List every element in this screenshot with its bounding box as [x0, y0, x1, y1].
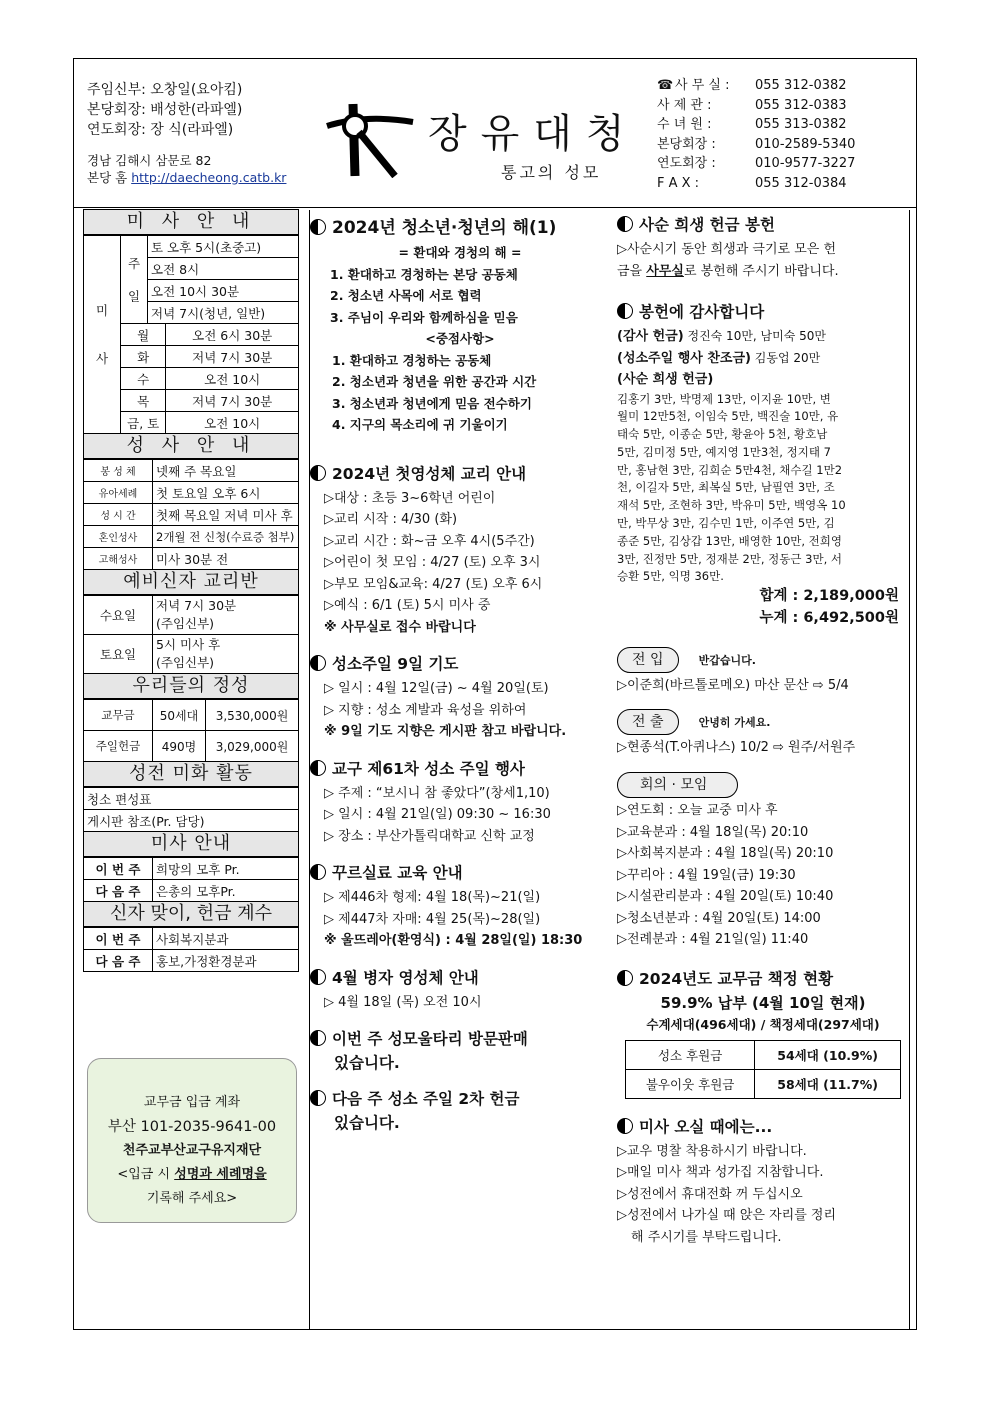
- sacrament-key: 봉 성 체: [84, 460, 153, 482]
- weekday-day: 월: [121, 324, 166, 346]
- meeting-line: ▷청소년분과 : 4월 20일(토) 14:00: [617, 910, 821, 926]
- cross-logo-icon: [325, 96, 415, 178]
- contact-list: [657, 76, 855, 193]
- transfer-out-tag: 전 출: [617, 709, 679, 735]
- vocation-prayer-line: ▷ 일시 : 4월 12일(금) ~ 4월 20일(토): [324, 681, 549, 696]
- weekday-time: 오전 10시: [166, 368, 299, 390]
- board-note: 게시판 참조(Pr. 담당): [84, 810, 299, 832]
- sunday-time: 토 오후 5시(초중고): [148, 236, 299, 258]
- bulletin-subtitle: 통고의 성모: [501, 163, 602, 182]
- etiquette-line: ▷성전에서 나가실 때 앉은 자리를 정리: [617, 1208, 837, 1224]
- donor-line: 김홍기 3만, 박명제 13만, 이지윤 10만, 변: [617, 391, 831, 406]
- greeting-group: 사회복지분과: [153, 928, 299, 950]
- sale-notice-end: 있습니다.: [334, 1054, 400, 1072]
- mass-etiquette-title: 미사 오실 때에는...: [639, 1117, 773, 1136]
- sacrament-value: 첫 토요일 오후 6시: [153, 482, 299, 504]
- donor-line: 천, 이길자 5만, 최복실 5만, 남필연 3만, 조: [617, 480, 835, 495]
- weekday-time: 저녁 7시 30분: [166, 390, 299, 412]
- cursillo-title: 꾸르실료 교육 안내: [332, 864, 463, 882]
- collection-notice-end: 있습니다.: [334, 1114, 400, 1132]
- half-circle-icon: [310, 760, 326, 776]
- etiquette-line: ▷교우 명찰 착용하시기 바랍니다.: [617, 1143, 807, 1159]
- sunday-time: 저녁 7시(청년, 일반): [148, 302, 299, 324]
- contact-label: 본당회장 :: [657, 136, 716, 152]
- youth-item: 3. 주님이 우리와 함께하심을 믿음: [330, 309, 518, 325]
- half-circle-icon: [617, 303, 633, 319]
- diocese-event-line: ▷ 장소 : 부산가톨릭대학교 신학 교정: [324, 828, 535, 844]
- class-teacher: (주임신부): [156, 616, 215, 631]
- greeting-section-title: 신자 맞이, 헌금 계수: [83, 901, 299, 927]
- donor-line: 만, 홍남현 3만, 김희순 5만4천, 채수길 1만2: [617, 462, 843, 477]
- diocese-event-title: 교구 제61차 성소 주일 행사: [332, 759, 525, 778]
- address: 경남 김해시 삼문로 82: [87, 153, 212, 168]
- meeting-line: ▷사회복지분과 : 4월 18일(목) 20:10: [617, 846, 834, 862]
- half-circle-icon: [617, 216, 633, 232]
- half-circle-icon: [310, 1090, 326, 1106]
- office-emph: 사무실: [646, 263, 684, 279]
- bulletin-header: [73, 58, 917, 208]
- sacrament-section-title: 성 사 안 내: [83, 433, 299, 459]
- thanks-group: (감사 헌금): [617, 329, 684, 344]
- dues-rate: 59.9% 납부 (4월 10일 현재): [660, 993, 866, 1012]
- class-day: 수요일: [84, 596, 153, 635]
- lent-offering-text: 금을: [617, 263, 647, 279]
- half-circle-icon: [310, 969, 326, 985]
- sunday-time: 오전 10시 30분: [148, 280, 299, 302]
- etiquette-line: ▷매일 미사 책과 성가집 지참합니다.: [617, 1165, 824, 1181]
- cursillo-note: ※ 울뜨레아(환영식) : 4월 28일(일) 18:30: [324, 933, 583, 948]
- contact-value: 055 312-0384: [755, 175, 847, 191]
- mass-guide-title: 미사 안내: [83, 831, 299, 857]
- youth-item: 2. 청소년 사목에 서로 협력: [330, 288, 482, 303]
- meeting-line: ▷교육분과 : 4월 18일(목) 20:10: [617, 824, 809, 840]
- offering-table: [83, 699, 299, 762]
- contact-value: 055 312-0382: [755, 78, 847, 93]
- account-note-emph: 성명과 세례명을: [174, 1167, 267, 1182]
- weekday-day: 화: [121, 346, 166, 368]
- support-table: [625, 1040, 901, 1099]
- class-time: 저녁 7시 30분: [156, 598, 237, 613]
- sunday-label: 주 일: [121, 236, 148, 324]
- offering-count: 490명: [153, 731, 206, 762]
- guide-group: 희망의 모후 Pr.: [153, 858, 299, 880]
- address-block: [87, 152, 286, 186]
- pastor-name: 주임신부: 오창일(요아킴): [87, 82, 243, 98]
- offering-amount: 3,029,000원: [206, 731, 299, 762]
- communion-line: ▷예식 : 6/1 (토) 5시 미사 중: [324, 598, 491, 613]
- focus-item: 2. 청소년과 청년을 위한 공간과 시간: [332, 374, 537, 389]
- transfer-in-tag: 전 입: [617, 647, 679, 673]
- offering-count: 50세대: [153, 700, 206, 731]
- half-circle-icon: [310, 1030, 326, 1046]
- contact-label: 사 무 실 :: [675, 78, 730, 93]
- vocation-prayer-note: ※ 9일 기도 지향은 게시판 참고 바랍니다.: [324, 724, 567, 739]
- meeting-line: ▷꾸리아 : 4월 19일(금) 19:30: [617, 867, 796, 883]
- half-circle-icon: [617, 1118, 633, 1134]
- transfer-in-line: ▷이준희(바르톨로메오) 마산 문산 ⇨ 5/4: [617, 678, 849, 694]
- donor-line: 3만, 진정만 5만, 정재분 2만, 정동근 3만, 서: [617, 551, 843, 566]
- donor-line: 종준 5만, 김상갑 13만, 배영한 10만, 전희영: [617, 533, 843, 548]
- donor-line: 5만, 김미정 5만, 예지영 1만3천, 정지태 7: [617, 444, 831, 459]
- cursillo-line: ▷ 제446차 형제: 4월 18(목)~21(일): [324, 890, 541, 905]
- lent-offering-text: 로 봉헌해 주시기 바랍니다.: [683, 263, 839, 279]
- donor-line: 만, 박무상 3만, 김수민 1만, 이주연 5만, 김: [617, 516, 835, 531]
- communion-title: 2024년 첫영성체 교리 안내: [332, 464, 527, 483]
- mass-guide-table: [83, 857, 299, 902]
- communion-line: ▷어린이 첫 모임 : 4/27 (토) 오후 3시: [324, 555, 541, 570]
- thanks-group: (성소주일 행사 찬조금): [617, 350, 751, 366]
- lent-offering-title: 사순 희생 헌금 봉헌: [639, 216, 775, 234]
- support-kind: 불우이웃 후원금: [626, 1069, 755, 1098]
- right-column: [617, 213, 909, 1248]
- focus-heading: <중점사항>: [425, 331, 495, 346]
- contact-label: 연도회장 :: [657, 156, 716, 171]
- altar-table: [83, 787, 299, 832]
- catechumen-table: [83, 595, 299, 674]
- diocese-event-line: ▷ 주제 : “보시니 참 좋았다”(창세1,10): [324, 785, 550, 801]
- sunday-time: 오전 8시: [148, 258, 299, 280]
- meeting-line: ▷연도회 : 오늘 교중 미사 후: [617, 803, 778, 819]
- etiquette-line: 해 주시기를 부탁드립니다.: [631, 1229, 782, 1245]
- youth-year-title: 2024년 청소년·청년의 해(1): [332, 218, 557, 238]
- half-circle-icon: [310, 864, 326, 880]
- class-time: 5시 미사 후: [156, 637, 221, 652]
- sacrament-value: 미사 30분 전: [153, 548, 299, 570]
- thanks-title: 봉헌에 감사합니다: [639, 303, 765, 321]
- sacrament-key: 성 시 간: [84, 504, 153, 526]
- thanks-group: (사순 희생 헌금): [617, 372, 714, 387]
- vocation-prayer-title: 성소주일 9일 기도: [332, 655, 459, 673]
- offering-kind: 주일헌금: [84, 731, 153, 762]
- account-title: 교무금 입금 계좌: [143, 1095, 241, 1110]
- donor-list: [617, 391, 909, 587]
- transfer-out-note: 안녕히 가세요.: [698, 715, 771, 729]
- mass-label: 미 사: [84, 236, 121, 434]
- president-name: 본당회장: 배성한(라파엘): [87, 102, 243, 118]
- donor-line: 월미 12만5천, 이임숙 5만, 백진술 10만, 유: [617, 409, 839, 424]
- week-label: 이 번 주: [84, 858, 153, 880]
- donor-line: 태숙 5만, 이종순 5만, 황윤아 5천, 황호남: [617, 427, 828, 442]
- donation-sum: 합계 : 2,189,000원: [759, 588, 899, 605]
- account-number: 부산 101-2035-9641-00: [107, 1119, 277, 1135]
- support-count: 58세대 (11.7%): [755, 1069, 901, 1098]
- collection-notice: 다음 주 성소 주일 2차 헌금: [332, 1090, 520, 1108]
- weekday-time: 오전 10시: [166, 412, 299, 434]
- vocation-prayer-line: ▷ 지향 : 성소 계발과 육성을 위하여: [324, 702, 527, 718]
- left-column: [83, 210, 299, 972]
- class-teacher: (주임신부): [156, 655, 215, 670]
- thanks-donors: 김동업 20만: [750, 350, 821, 365]
- sacrament-value: 첫째 목요일 저녁 미사 후: [153, 504, 299, 526]
- half-circle-icon: [310, 219, 326, 235]
- sacrament-key: 유아세례: [84, 482, 153, 504]
- offering-section-title: 우리들의 정성: [83, 673, 299, 699]
- donor-line: 승환 5만, 익명 36만.: [617, 569, 724, 584]
- etiquette-line: ▷성전에서 휴대전화 꺼 두십시오: [617, 1186, 803, 1202]
- contact-value: 010-2589-5340: [755, 136, 856, 152]
- focus-item: 1. 환대하고 경청하는 공동체: [332, 352, 492, 368]
- communion-line: ▷부모 모임&교육: 4/27 (토) 오후 6시: [324, 576, 543, 592]
- communion-note: ※ 사무실로 접수 바랍니다: [324, 619, 476, 635]
- homepage-label: 본당 홈: [87, 170, 128, 185]
- account-note: <입금 시: [117, 1167, 175, 1182]
- weekday-day: 금, 토: [121, 412, 166, 434]
- account-note-end: 기록해 주세요>: [146, 1191, 238, 1206]
- middle-column: [310, 213, 610, 1139]
- transfer-in-note: 반갑습니다.: [698, 654, 756, 668]
- cleaning-schedule: 청소 편성표: [84, 788, 299, 810]
- weekday-time: 오전 6시 30분: [166, 324, 299, 346]
- half-circle-icon: [617, 970, 633, 986]
- guide-group: 은총의 모후Pr.: [153, 880, 299, 902]
- offering-amount: 3,530,000원: [206, 700, 299, 731]
- meeting-line: ▷전례분과 : 4월 21일(일) 11:40: [617, 932, 809, 948]
- contact-label: 수 녀 원 :: [657, 117, 712, 132]
- week-label: 다 음 주: [84, 950, 153, 972]
- youth-item: 1. 환대하고 경청하는 본당 공동체: [330, 266, 518, 282]
- communion-line: ▷대상 : 초등 3~6학년 어린이: [324, 490, 496, 506]
- weekday-day: 수: [121, 368, 166, 390]
- column-divider: [909, 210, 910, 1330]
- meeting-line: ▷시설관리분과 : 4월 20일(토) 10:40: [617, 889, 834, 905]
- phone-icon: ☎: [657, 78, 674, 93]
- sacrament-key: 혼인성사: [84, 526, 153, 548]
- sacrament-key: 고해성사: [84, 548, 153, 570]
- communion-line: ▷교리 시간 : 화~금 오후 4시(5주간): [324, 533, 535, 549]
- sacrament-value: 넷째 주 목요일: [153, 460, 299, 482]
- donation-total: 누계 : 6,492,500원: [759, 609, 899, 626]
- contact-label: 사 제 관 :: [657, 97, 712, 113]
- greeting-group: 홍보,가정환경분과: [153, 950, 299, 972]
- half-circle-icon: [310, 465, 326, 481]
- communion-line: ▷교리 시작 : 4/30 (화): [324, 512, 458, 527]
- ward-president-name: 연도회장: 장 식(라파엘): [87, 122, 234, 138]
- support-count: 54세대 (10.9%): [755, 1040, 901, 1069]
- contact-value: 055 313-0382: [755, 117, 847, 132]
- contact-label: F A X :: [657, 175, 700, 191]
- cursillo-line: ▷ 제447차 자매: 4월 25(목)~28(일): [324, 911, 541, 927]
- sick-communion-line: ▷ 4월 18일 (목) 오전 10시: [324, 994, 482, 1010]
- focus-item: 3. 청소년과 청년에게 믿음 전수하기: [332, 395, 532, 411]
- dues-title: 2024년도 교무금 책정 현황: [639, 969, 834, 988]
- sacrament-value: 2개월 전 신청(수료증 첨부): [153, 526, 299, 548]
- half-circle-icon: [310, 655, 326, 671]
- class-day: 토요일: [84, 635, 153, 674]
- focus-item: 4. 지구의 목소리에 귀 기울이기: [332, 417, 508, 432]
- dues-households: 수계세대(496세대) / 책정세대(297세대): [646, 1017, 880, 1033]
- catechumen-section-title: 예비신자 교리반: [83, 569, 299, 595]
- offering-kind: 교무금: [84, 700, 153, 731]
- staff-list: [87, 80, 242, 140]
- youth-year-sub: = 환대와 경청의 해 =: [398, 245, 522, 260]
- weekday-time: 저녁 7시 30분: [166, 346, 299, 368]
- thanks-donors: 정진숙 10만, 남미숙 50만: [683, 329, 827, 343]
- account-info-box: [87, 1058, 297, 1223]
- contact-value: 010-9577-3227: [755, 156, 856, 171]
- week-label: 이 번 주: [84, 928, 153, 950]
- greeting-table: [83, 927, 299, 972]
- meeting-tag: 회의 · 모임: [617, 772, 738, 798]
- lent-offering-text: ▷사순시기 동안 희생과 극기로 모은 헌: [617, 242, 837, 257]
- altar-section-title: 성전 미화 활동: [83, 761, 299, 787]
- sacrament-table: [83, 459, 299, 570]
- sale-notice: 이번 주 성모울타리 방문판매: [332, 1030, 528, 1048]
- account-holder: 천주교부산교구유지재단: [122, 1143, 262, 1158]
- mass-section-title: 미 사 안 내: [83, 209, 299, 235]
- support-kind: 성소 후원금: [626, 1040, 755, 1069]
- donor-line: 재석 5만, 조현하 3만, 박유미 5만, 백영옥 10: [617, 498, 846, 513]
- bulletin-title: 장유대청: [428, 111, 639, 157]
- diocese-event-line: ▷ 일시 : 4월 21일(일) 09:30 ~ 16:30: [324, 807, 551, 822]
- mass-table: [83, 235, 299, 434]
- contact-value: 055 312-0383: [755, 97, 847, 113]
- weekday-day: 목: [121, 390, 166, 412]
- sick-communion-title: 4월 병자 영성체 안내: [332, 968, 479, 987]
- week-label: 다 음 주: [84, 880, 153, 902]
- transfer-out-line: ▷현종석(T.아퀴나스) 10/2 ⇨ 원주/서원주: [617, 739, 856, 755]
- homepage-link[interactable]: http://daecheong.catb.kr: [131, 170, 287, 185]
